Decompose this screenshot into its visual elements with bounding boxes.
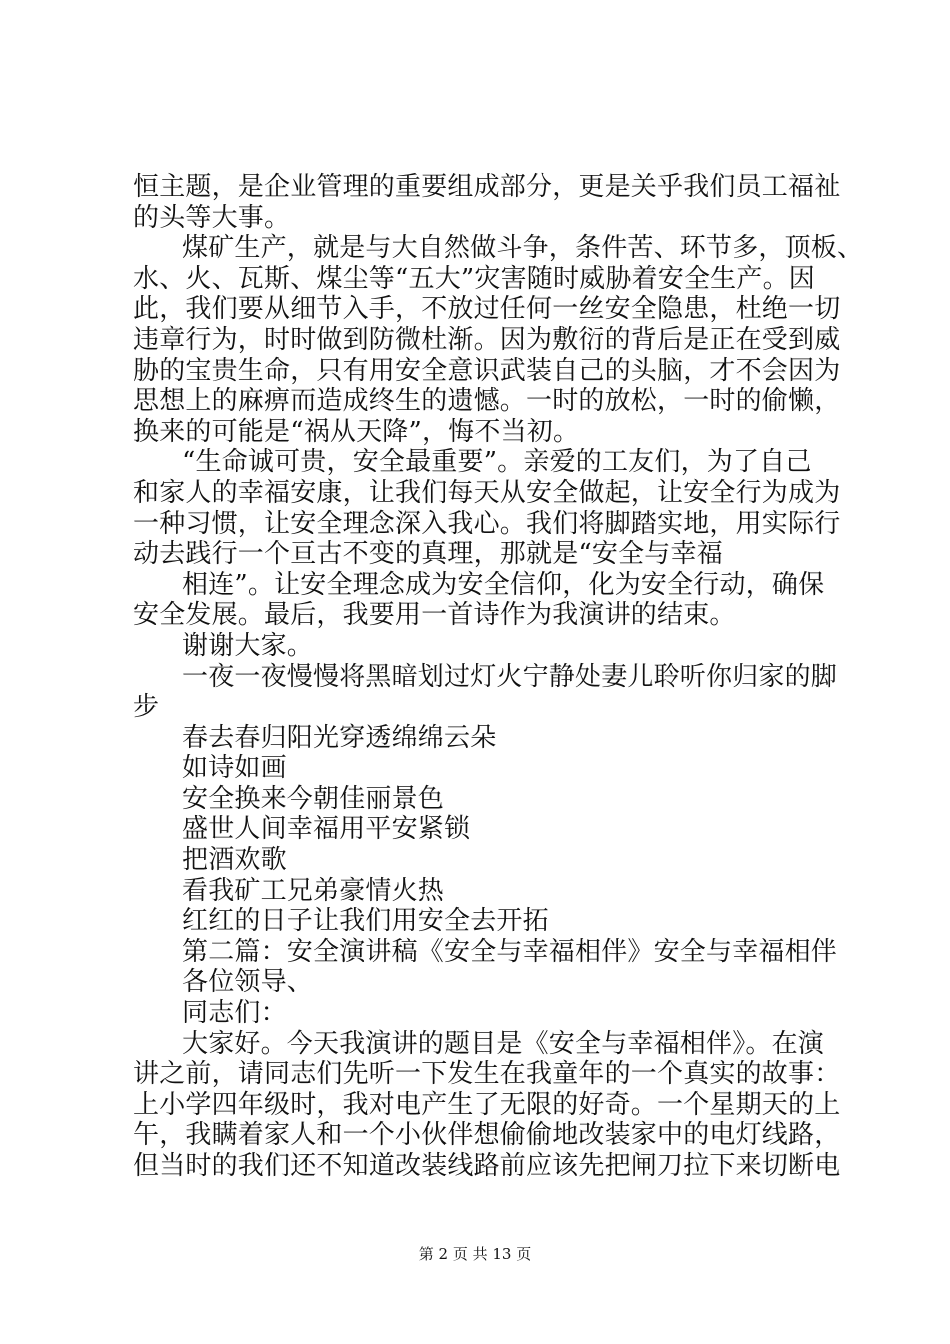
text-line: 换来的可能是“祸从天降”，悔不当初。 xyxy=(133,416,580,447)
text-line: 恒主题，是企业管理的重要组成部分，更是关乎我们员工福祉 xyxy=(133,172,841,202)
poem-line: 如诗如画 xyxy=(182,753,287,784)
text-line: 步 xyxy=(133,692,160,723)
text-line: 水、火、瓦斯、煤尘等“五大”灾害随时威胁着安全生产。因 xyxy=(133,263,815,294)
text-line: 违章行为，时时做到防微杜渐。因为敷衍的背后是正在受到威 xyxy=(133,324,841,355)
poem-line: 安全换来今朝佳丽景色 xyxy=(182,783,445,814)
salutation-line: 各位领导、 xyxy=(182,967,314,998)
salutation-line: 同志们： xyxy=(182,998,287,1029)
text-line: “生命诚可贵，安全最重要”。亲爱的工友们，为了自己 xyxy=(182,447,812,478)
poem-line: 春去春归阳光穿透绵绵云朵 xyxy=(182,722,497,753)
text-line: 上小学四年级时，我对电产生了无限的好奇。一个星期天的上 xyxy=(133,1089,841,1120)
text-line: 午，我瞒着家人和一个小伙伴想偷偷地改装家中的电灯线路， xyxy=(133,1120,841,1151)
text-line: 胁的宝贵生命，只有用安全意识武装自己的头脑，才不会因为 xyxy=(133,355,841,386)
text-line: 谢谢大家。 xyxy=(182,630,314,661)
text-line: 但当时的我们还不知道改装线路前应该先把闸刀拉下来切断电 xyxy=(133,1151,841,1181)
poem-line: 红红的日子让我们用安全去开拓 xyxy=(182,906,549,937)
text-line: 和家人的幸福安康，让我们每天从安全做起，让安全行为成为 xyxy=(133,477,841,508)
page-number-footer: 第 2 页 共 13 页 xyxy=(418,1245,532,1263)
text-line: 安全发展。最后，我要用一首诗作为我演讲的结束。 xyxy=(133,600,736,631)
text-line: 相连”。让安全理念成为安全信仰，化为安全行动，确保 xyxy=(182,569,825,600)
text-line: 一夜一夜慢慢将黑暗划过灯火宁静处妻儿聆听你归家的脚 xyxy=(182,661,838,692)
section-heading: 第二篇：安全演讲稿《安全与幸福相伴》安全与幸福相伴 xyxy=(182,936,838,967)
text-line: 讲之前，请同志们先听一下发生在我童年的一个真实的故事： xyxy=(133,1059,841,1090)
body-text xyxy=(133,172,864,1182)
text-line: 大家好。今天我演讲的题目是《安全与幸福相伴》。在演 xyxy=(182,1028,825,1059)
poem-line: 把酒欢歌 xyxy=(182,845,287,876)
poem-line: 盛世人间幸福用平安紧锁 xyxy=(182,814,471,845)
text-line: 思想上的麻痹而造成终生的遗憾。一时的放松，一时的偷懒， xyxy=(133,386,841,417)
text-line: 此，我们要从细节入手，不放过任何一丝安全隐患，杜绝一切 xyxy=(133,294,841,325)
text-line: 动去践行一个亘古不变的真理，那就是“安全与幸福 xyxy=(133,539,723,570)
text-line: 的头等大事。 xyxy=(133,202,291,233)
poem-line: 看我矿工兄弟豪情火热 xyxy=(182,875,445,906)
text-line: 一种习惯，让安全理念深入我心。我们将脚踏实地，用实际行 xyxy=(133,508,841,539)
text-line: 煤矿生产，就是与大自然做斗争，条件苦、环节多，顶板、 xyxy=(182,233,864,264)
